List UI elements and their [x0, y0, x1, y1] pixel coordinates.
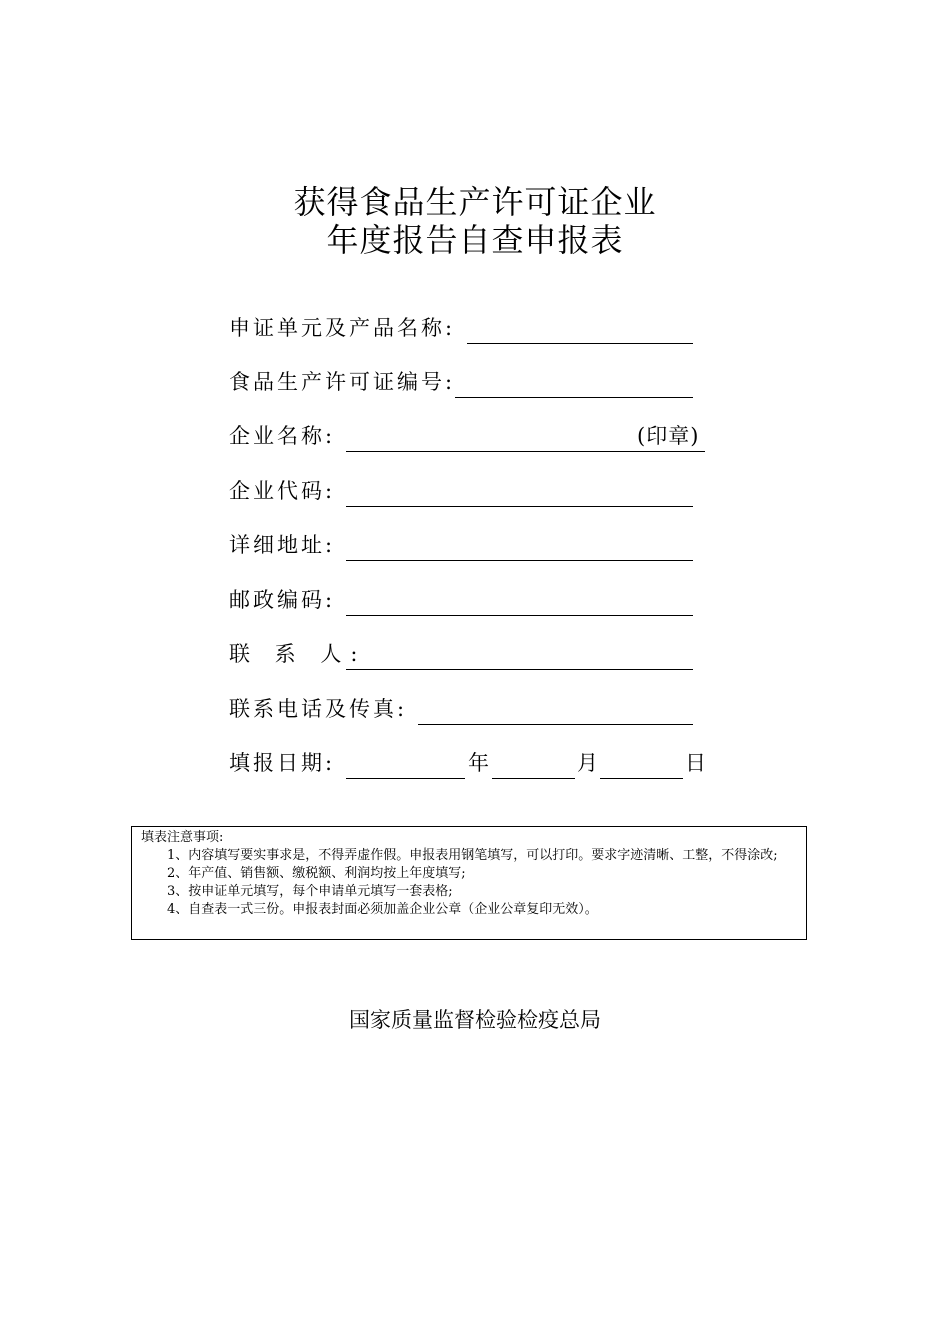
input-line-license-no[interactable] — [455, 397, 693, 398]
label-company-name: 企业名称: — [229, 424, 336, 448]
instruction-item-3: 3、按申证单元填写，每个申请单元填写一套表格; — [167, 884, 453, 899]
date-year-label: 年 — [468, 751, 489, 775]
label-license-no: 食品生产许可证编号: — [229, 370, 456, 394]
field-company-code — [229, 471, 729, 507]
input-line-contact-person[interactable] — [346, 669, 693, 670]
label-phone-fax: 联系电话及传真: — [229, 697, 408, 721]
date-month-label: 月 — [577, 751, 598, 775]
field-phone-fax — [229, 689, 729, 725]
label-address: 详细地址: — [229, 533, 336, 557]
field-license-no — [229, 362, 729, 398]
document-title-line1: 获得食品生产许可证企业 — [293, 183, 657, 221]
label-postal-code: 邮政编码: — [229, 588, 336, 612]
label-company-code: 企业代码: — [229, 479, 336, 503]
input-line-year[interactable] — [346, 778, 465, 779]
input-line-company-name[interactable] — [346, 451, 705, 452]
field-date — [229, 743, 729, 779]
field-contact-person — [229, 634, 729, 670]
label-contact-person: 联 系 人: — [229, 642, 367, 666]
instructions-box — [131, 826, 807, 940]
input-line-month[interactable] — [492, 778, 575, 779]
document-title-line2: 年度报告自查申报表 — [326, 221, 624, 259]
field-address — [229, 525, 729, 561]
input-line-unit-product[interactable] — [467, 343, 693, 344]
input-line-company-code[interactable] — [346, 506, 693, 507]
field-unit-product — [229, 308, 729, 344]
input-line-day[interactable] — [600, 778, 683, 779]
field-postal-code — [229, 580, 729, 616]
seal-label: (印章) — [637, 424, 700, 448]
input-line-phone-fax[interactable] — [418, 724, 693, 725]
label-date: 填报日期: — [229, 751, 336, 775]
input-line-address[interactable] — [346, 560, 693, 561]
date-day-label: 日 — [685, 751, 706, 775]
instructions-heading: 填表注意事项: — [141, 830, 224, 845]
instruction-item-2: 2、年产值、销售额、缴税额、利润均按上年度填写; — [167, 866, 466, 881]
instruction-item-1: 1、内容填写要实事求是，不得弄虚作假。申报表用钢笔填写，可以打印。要求字迹清晰、工整，不得涂改; — [167, 848, 778, 863]
label-unit-product: 申证单元及产品名称: — [229, 316, 456, 340]
input-line-postal-code[interactable] — [346, 615, 693, 616]
instruction-item-4: 4、自查表一式三份。申报表封面必须加盖企业公章（企业公章复印无效）。 — [167, 902, 598, 917]
field-company-name — [229, 416, 729, 452]
issuer-name: 国家质量监督检验检疫总局 — [349, 1008, 601, 1032]
